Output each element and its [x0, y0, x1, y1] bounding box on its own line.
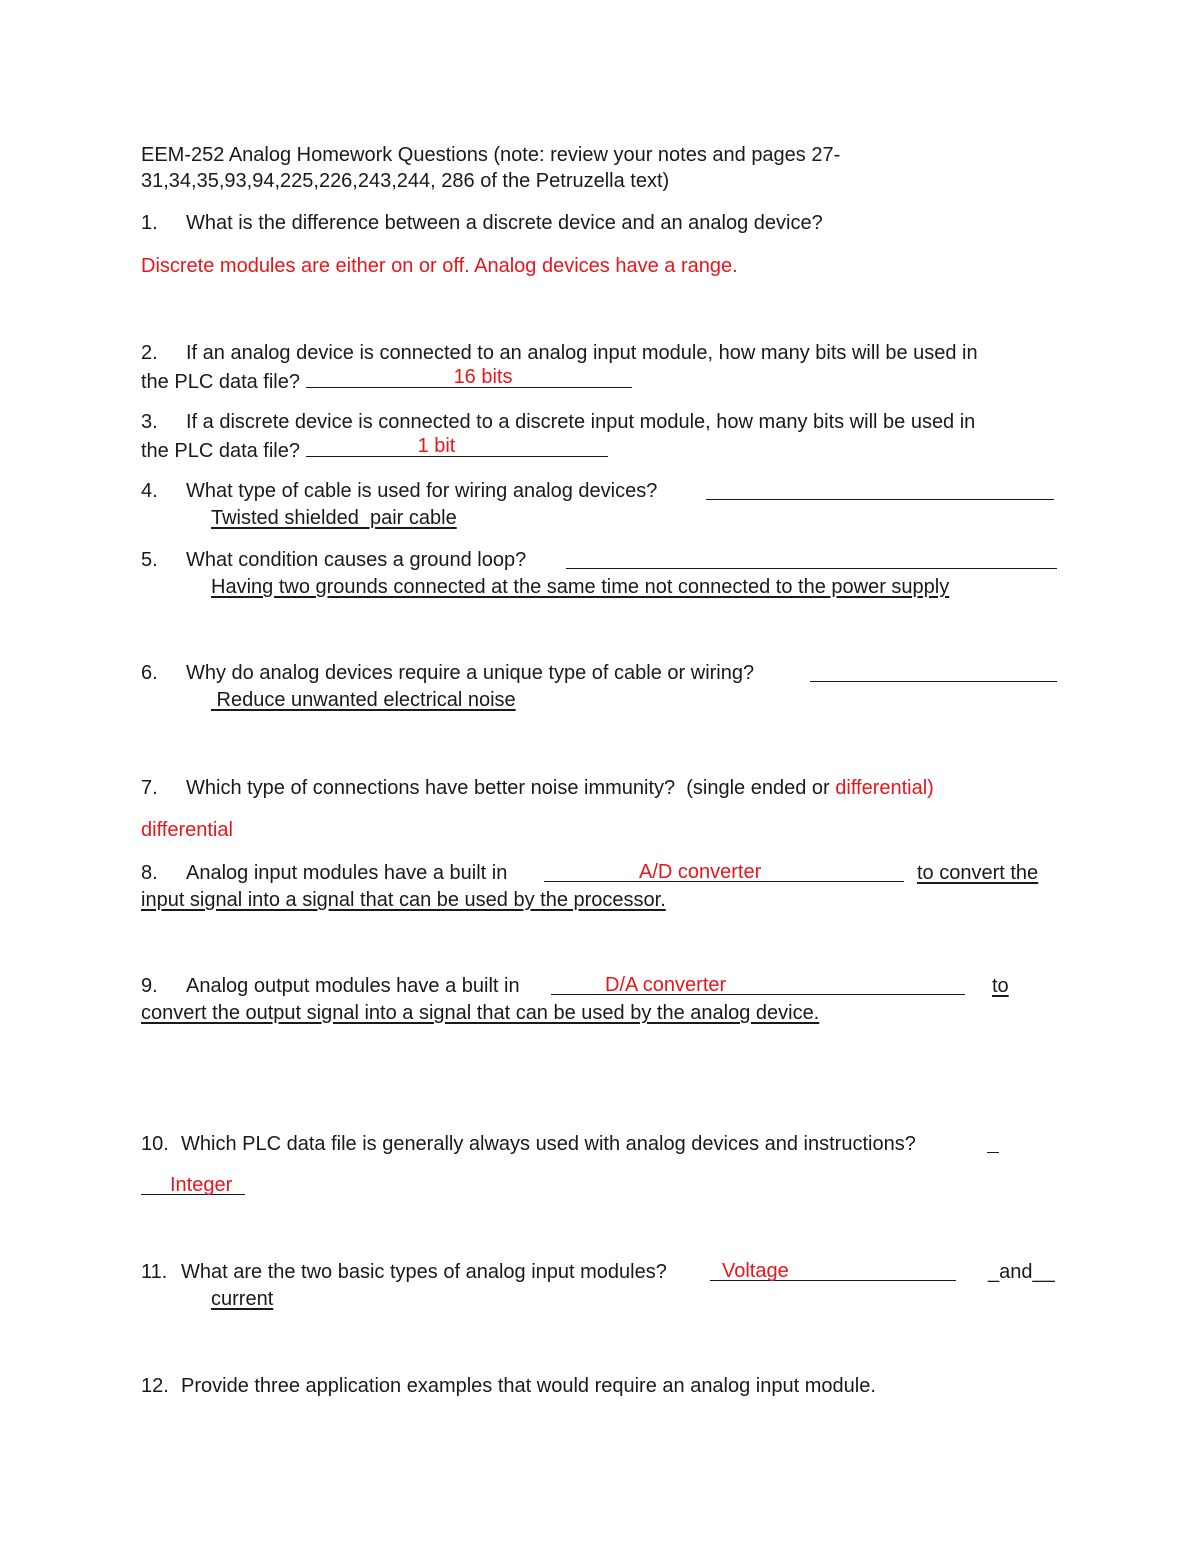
question-8 [141, 860, 507, 886]
question-text: What condition causes a ground loop? [186, 549, 527, 571]
question-number: 6. [141, 662, 158, 684]
answer-10: Integer [170, 1174, 233, 1196]
answer-3: 1 bit [417, 435, 456, 457]
question-6 [141, 660, 754, 686]
question-text: If a discrete device is connected to a discrete input module, how many bits will be used in [186, 411, 976, 433]
question-3 [141, 409, 975, 435]
question-text: Provide three application examples that would require an analog input module. [181, 1375, 876, 1397]
answer-blank-10 [141, 1174, 245, 1195]
answer-11: Voltage [722, 1260, 789, 1282]
question-number: 1. [141, 212, 158, 234]
answer-blank-3 [306, 436, 608, 457]
question-text: the PLC data file? [141, 440, 300, 462]
page-title-continued: 31,34,35,93,94,225,226,243,244, 286 of the Petruzella text) [141, 170, 670, 192]
answer-line-4 [706, 479, 1054, 500]
answer-11-second: current [211, 1288, 274, 1310]
question-text: What are the two basic types of analog input modules? [181, 1261, 667, 1283]
question-number: 10. [141, 1133, 169, 1155]
answer-2: 16 bits [453, 366, 513, 388]
answer-7: differential [141, 819, 233, 841]
question-8-after: to convert the [917, 862, 1039, 884]
question-text: If an analog device is connected to an analog input module, how many bits will be used in [186, 342, 978, 364]
question-4 [141, 478, 657, 504]
question-number: 5. [141, 549, 158, 571]
question-2 [141, 340, 978, 366]
question-11-and: _and__ [988, 1261, 1055, 1283]
page-title: EEM-252 Analog Homework Questions (note: review your notes and pages 27- [141, 144, 841, 166]
answer-line-10 [987, 1132, 999, 1153]
question-number: 7. [141, 777, 158, 799]
question-9-continued: convert the output signal into a signal that can be used by the analog device. [141, 1002, 820, 1024]
question-1 [141, 210, 823, 236]
question-11 [141, 1259, 667, 1285]
question-text: Analog output modules have a built in [186, 975, 520, 997]
answer-blank-9 [551, 974, 965, 995]
question-text: the PLC data file? [141, 371, 300, 393]
answer-line-6 [810, 661, 1057, 682]
answer-line-5 [566, 548, 1057, 569]
question-number: 9. [141, 975, 158, 997]
question-number: 8. [141, 862, 158, 884]
question-9 [141, 973, 520, 999]
answer-blank-11 [710, 1260, 956, 1281]
question-text: What type of cable is used for wiring analog devices? [186, 480, 658, 502]
question-number: 4. [141, 480, 158, 502]
question-number: 11. [141, 1261, 168, 1283]
question-2-continued [141, 367, 632, 395]
answer-6: Reduce unwanted electrical noise [211, 689, 516, 711]
answer-4: Twisted shielded pair cable [211, 507, 457, 529]
question-number: 12. [141, 1375, 169, 1397]
question-10 [141, 1131, 916, 1157]
question-text: What is the difference between a discrete device and an analog device? [186, 212, 823, 234]
question-9-after: to [992, 975, 1009, 997]
answer-5: Having two grounds connected at the same time not connected to the power supply [211, 576, 950, 598]
answer-8: A/D converter [639, 861, 762, 883]
answer-blank-8 [544, 861, 904, 882]
answer-blank-2 [306, 367, 632, 388]
question-text: Which PLC data file is generally always used with analog devices and instructions? [181, 1133, 916, 1155]
question-text: Why do analog devices require a unique type of cable or wiring? [186, 662, 755, 684]
question-8-continued: input signal into a signal that can be used by the processor. [141, 889, 666, 911]
answer-1: Discrete modules are either on or off. Analog devices have a range. [141, 255, 738, 277]
question-number: 3. [141, 411, 158, 433]
question-number: 2. [141, 342, 158, 364]
question-7 [141, 775, 934, 801]
question-12 [141, 1373, 876, 1399]
question-3-continued [141, 436, 608, 464]
question-text-highlight: differential) [835, 777, 934, 799]
answer-9: D/A converter [605, 974, 727, 996]
question-text: Analog input modules have a built in [186, 862, 508, 884]
question-text: Which type of connections have better noise immunity? (single ended or [186, 777, 836, 799]
question-5 [141, 547, 526, 573]
